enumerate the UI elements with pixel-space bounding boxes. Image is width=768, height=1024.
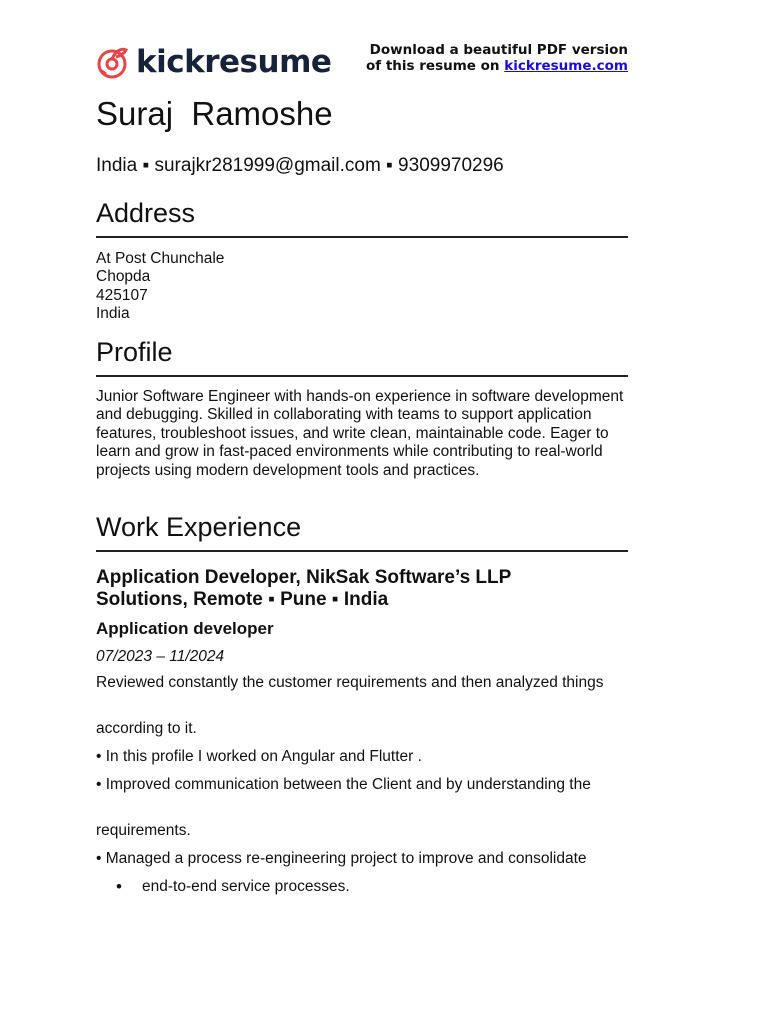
job-description-paragraph: according to it. — [96, 720, 197, 737]
promo-line-2-text: of this resume on — [366, 58, 500, 74]
kickresume-logo-icon — [96, 44, 130, 80]
profile-text: Junior Software Engineer with hands-on experience in software development and debugging. Skilled in collaborating with teams to support application features, troubleshoot issues, and write clean, maintainable code. Eager to learn and grow in fast-paced environments while contributing to real-world projects using modern development tools and practices. — [96, 388, 624, 479]
promo-line-2 — [366, 58, 628, 74]
job-description-paragraph: requirements. — [96, 822, 191, 839]
job-description-paragraph: • Managed a process re-engineering project to improve and consolidate — [96, 850, 587, 867]
bullet-marker: • — [116, 877, 122, 896]
address-line: 425107 — [96, 286, 148, 304]
pdf-download-promo — [366, 42, 628, 74]
kickresume-link[interactable]: kickresume.com — [504, 58, 628, 74]
job-description-paragraph: • Improved communication between the Client and by understanding the — [96, 776, 591, 793]
job-description-paragraph: • In this profile I worked on Angular and Flutter . — [96, 748, 422, 765]
kickresume-logo[interactable] — [96, 42, 331, 82]
job-role: Application developer — [96, 619, 274, 638]
address-block — [96, 250, 628, 324]
address-line: At Post Chunchale — [96, 250, 225, 267]
job-dates: 07/2023 – 11/2024 — [96, 648, 225, 665]
section-title-address: Address — [96, 196, 628, 238]
job-description-paragraph: Reviewed constantly the customer requirements and then analyzed things — [96, 674, 604, 691]
address-line: India — [96, 305, 130, 323]
address-line: Chopda — [96, 268, 151, 286]
promo-line-1: Download a beautiful PDF version — [369, 42, 628, 58]
section-title-work-experience: Work Experience — [96, 510, 628, 552]
bullet-item: end-to-end service processes. — [142, 878, 350, 895]
person-name: Suraj Ramoshe — [96, 95, 333, 132]
section-title-profile: Profile — [96, 335, 628, 377]
contact-line: India ▪ surajkr281999@gmail.com ▪ 9309970296 — [96, 155, 504, 176]
job-title: Application Developer, NikSak Software’s LLP Solutions, Remote ▪ Pune ▪ India — [96, 567, 511, 610]
brand-name: kickresume — [136, 44, 332, 80]
